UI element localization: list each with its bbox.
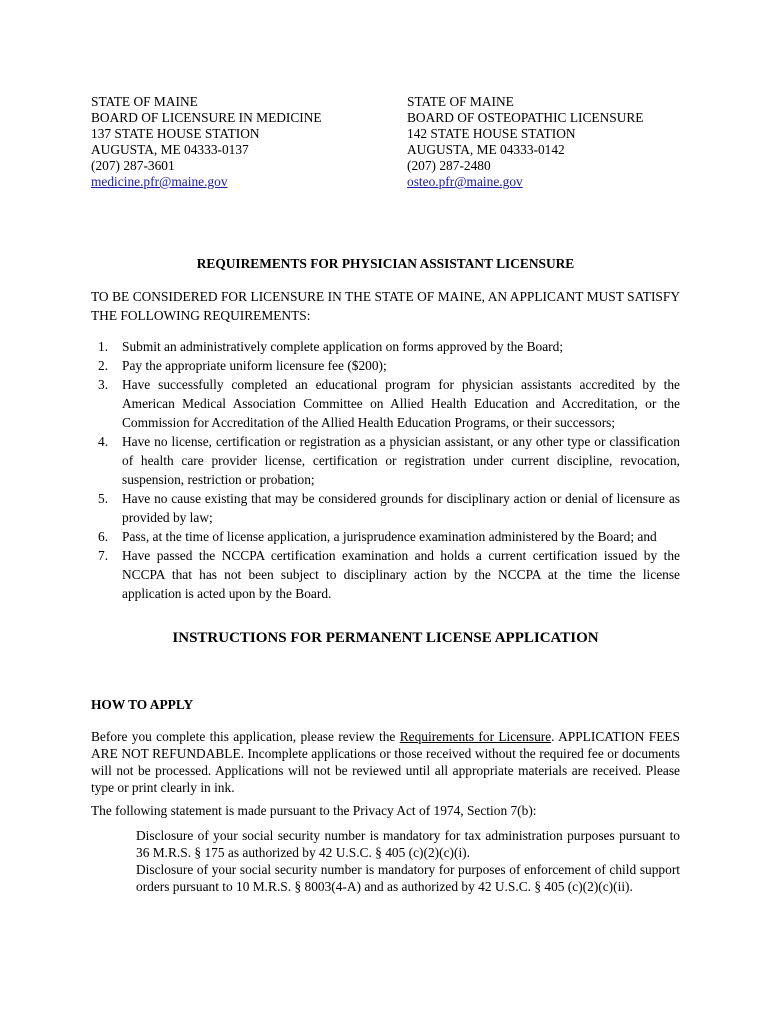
instructions-title: INSTRUCTIONS FOR PERMANENT LICENSE APPLICATION — [172, 630, 599, 646]
requirement-item: 2. Pay the appropriate uniform licensure fee ($200); — [98, 358, 387, 373]
osteo-board-address — [407, 94, 643, 190]
medicine-email-link[interactable]: medicine.pfr@maine.gov — [91, 174, 228, 189]
medicine-station: 137 STATE HOUSE STATION — [91, 126, 260, 141]
requirement-item: 7. Have passed the NCCPA certification examination and holds a current certification issued by the NCCPA that has not been subject to disciplinary action by the NCCPA at the time the license application is acted upon by the Board. — [98, 548, 680, 601]
medicine-city: AUGUSTA, ME 04333-0137 — [91, 142, 249, 157]
requirements-title: REQUIREMENTS FOR PHYSICIAN ASSISTANT LICENSURE — [196, 256, 575, 271]
osteo-email-link[interactable]: osteo.pfr@maine.gov — [407, 174, 523, 189]
requirements-link[interactable]: Requirements for Licensure — [399, 729, 552, 744]
requirements-intro: TO BE CONSIDERED FOR LICENSURE IN THE STATE OF MAINE, AN APPLICANT MUST SATISFY THE FOLLOWING REQUIREMENTS: — [91, 289, 680, 323]
requirement-item: 1. Submit an administratively complete application on forms approved by the Board; — [98, 339, 564, 354]
requirement-item: 4. Have no license, certification or registration as a physician assistant, or any other type or classification of health care provider license, certification or registration under current discipline, revocation, suspension, restriction or probation; — [98, 434, 680, 487]
medicine-state: STATE OF MAINE — [91, 94, 198, 109]
osteo-state: STATE OF MAINE — [407, 94, 514, 109]
how-to-apply-heading: HOW TO APPLY — [91, 697, 194, 712]
ssn-disclosure-tax: Disclosure of your social security number is mandatory for tax administration purposes pursuant to 36 M.R.S. § 175 as authorized by 42 U.S.C. § 405 (c)(2)(c)(i). — [136, 828, 680, 860]
osteo-phone: (207) 287-2480 — [407, 158, 491, 173]
osteo-station: 142 STATE HOUSE STATION — [407, 126, 576, 141]
privacy-act-statement: The following statement is made pursuant to the Privacy Act of 1974, Section 7(b): — [91, 803, 537, 818]
requirements-list — [91, 337, 680, 603]
medicine-board-address — [91, 94, 322, 190]
osteo-city: AUGUSTA, ME 04333-0142 — [407, 142, 565, 157]
requirement-item: 3. Have successfully completed an educational program for physician assistants accredited by the American Medical Association Committee on Allied Health Education and Accreditation, or the Commission for Accreditation of the Allied Health Education Programs, or their successors; — [98, 377, 680, 430]
ssn-disclosure-child-support: Disclosure of your social security number is mandatory for purposes of enforcement of child support orders pursuant to 10 M.R.S. § 8003(4-A) and as authorized by 42 U.S.C. § 405 (c)(2)(c)(ii). — [136, 862, 680, 894]
requirement-item: 5. Have no cause existing that may be considered grounds for disciplinary action or denial of licensure as provided by law; — [98, 491, 680, 525]
how-to-apply-paragraph: Before you complete this application, please review the Requirements for Licensure. APPLICATION FEES ARE NOT REFUNDABLE. Incomplete applications or those received without the required fee or documents will not be processed. Applications will not be reviewed until all appropriate materials are received. Please type or print clearly in ink. — [91, 729, 681, 795]
osteo-board-name: BOARD OF OSTEOPATHIC LICENSURE — [407, 110, 644, 125]
requirement-item: 6. Pass, at the time of license application, a jurisprudence examination administered by the Board; and — [98, 529, 657, 544]
medicine-phone: (207) 287-3601 — [91, 158, 175, 173]
medicine-board-name: BOARD OF LICENSURE IN MEDICINE — [91, 110, 322, 125]
